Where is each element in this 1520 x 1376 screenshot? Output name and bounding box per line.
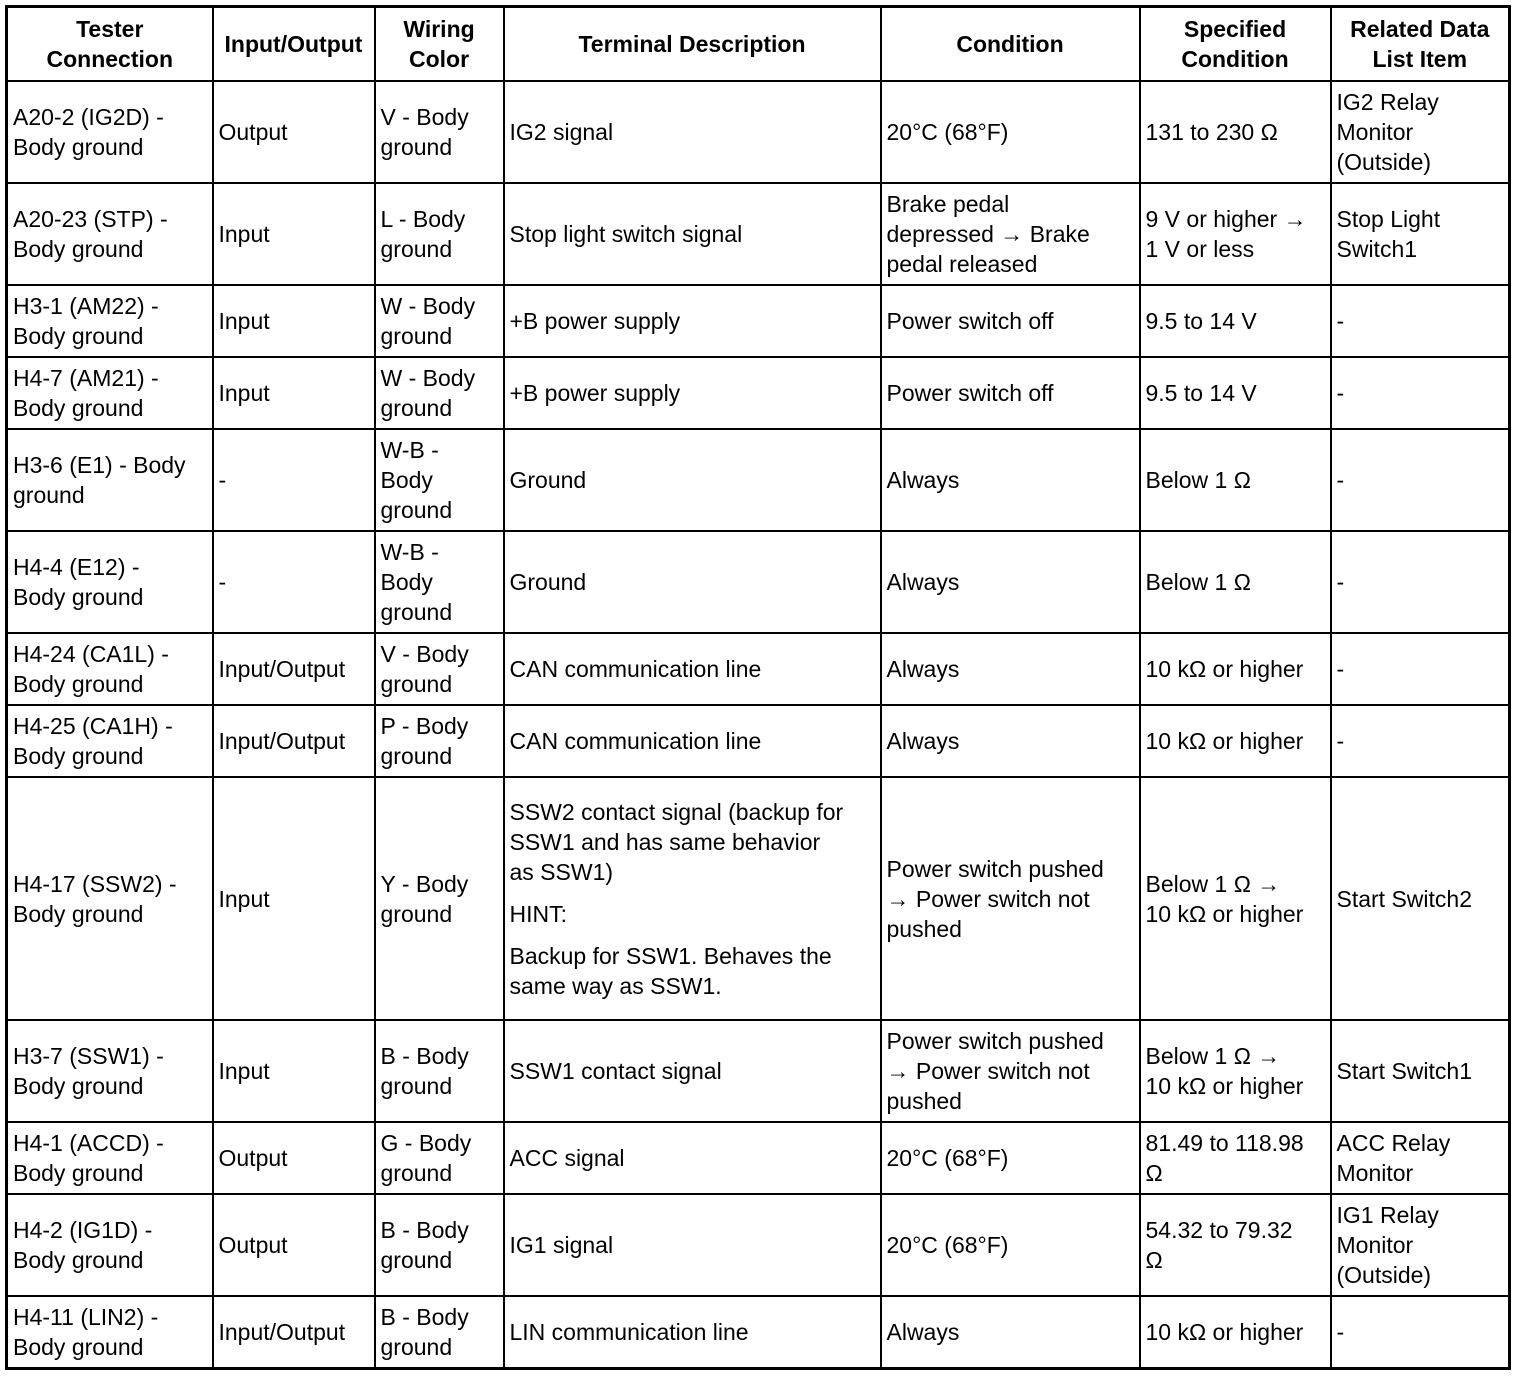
cell-terminal-description: IG2 signal bbox=[504, 81, 881, 183]
cell-wiring-color: B - Body ground bbox=[375, 1194, 504, 1296]
table-header-row bbox=[7, 7, 1510, 81]
cell-terminal-description bbox=[504, 777, 881, 1020]
cell-condition: 20°C (68°F) bbox=[881, 1122, 1140, 1194]
cell-terminal-description: CAN communication line bbox=[504, 633, 881, 705]
cell-tester-connection: H3-7 (SSW1) - Body ground bbox=[7, 1020, 213, 1122]
cell-wiring-color: P - Body ground bbox=[375, 705, 504, 777]
header-wiring-color: Wiring Color bbox=[375, 7, 504, 81]
cell-tester-connection: H3-6 (E1) - Body ground bbox=[7, 429, 213, 531]
cell-specified-condition: 131 to 230 Ω bbox=[1140, 81, 1331, 183]
cell-tester-connection: A20-2 (IG2D) - Body ground bbox=[7, 81, 213, 183]
cell-tester-connection: H4-24 (CA1L) - Body ground bbox=[7, 633, 213, 705]
cell-related-item: - bbox=[1331, 357, 1510, 429]
cell-wiring-color: B - Body ground bbox=[375, 1296, 504, 1368]
cell-input-output: Input bbox=[213, 357, 375, 429]
cell-condition: 20°C (68°F) bbox=[881, 1194, 1140, 1296]
header-tester-connection: Tester Connection bbox=[7, 7, 213, 81]
cell-tester-connection: H4-17 (SSW2) - Body ground bbox=[7, 777, 213, 1020]
cell-tester-connection: A20-23 (STP) - Body ground bbox=[7, 183, 213, 285]
cell-input-output: Input/Output bbox=[213, 633, 375, 705]
cell-tester-connection: H4-11 (LIN2) - Body ground bbox=[7, 1296, 213, 1368]
cell-condition: Always bbox=[881, 633, 1140, 705]
cell-related-item: IG1 Relay Monitor (Outside) bbox=[1331, 1194, 1510, 1296]
cell-specified-condition: 9.5 to 14 V bbox=[1140, 285, 1331, 357]
cell-input-output: Input/Output bbox=[213, 705, 375, 777]
cell-terminal-description: LIN communication line bbox=[504, 1296, 881, 1368]
terminal-description-text: SSW2 contact signal (backup for SSW1 and has same behavior as SSW1) bbox=[509, 798, 844, 885]
cell-tester-connection: H4-25 (CA1H) - Body ground bbox=[7, 705, 213, 777]
cell-terminal-description: Stop light switch signal bbox=[504, 183, 881, 285]
header-condition: Condition bbox=[881, 7, 1140, 81]
cell-condition: Power switch off bbox=[881, 285, 1140, 357]
cell-tester-connection: H4-2 (IG1D) - Body ground bbox=[7, 1194, 213, 1296]
cell-input-output: Output bbox=[213, 1194, 375, 1296]
cell-tester-connection: H4-1 (ACCD) - Body ground bbox=[7, 1122, 213, 1194]
terminal-spec-table bbox=[5, 5, 1511, 1370]
cell-wiring-color: G - Body ground bbox=[375, 1122, 504, 1194]
cell-wiring-color: W-B - Body ground bbox=[375, 429, 504, 531]
cell-related-item: IG2 Relay Monitor (Outside) bbox=[1331, 81, 1510, 183]
table-row bbox=[7, 183, 1510, 285]
cell-related-item: Stop Light Switch1 bbox=[1331, 183, 1510, 285]
cell-wiring-color: V - Body ground bbox=[375, 633, 504, 705]
cell-tester-connection: H4-7 (AM21) - Body ground bbox=[7, 357, 213, 429]
table-row bbox=[7, 705, 1510, 777]
hint-label: HINT: bbox=[509, 900, 567, 927]
cell-condition: Brake pedal depressed → Brake pedal released bbox=[881, 183, 1140, 285]
table-row bbox=[7, 81, 1510, 183]
cell-related-item: Start Switch1 bbox=[1331, 1020, 1510, 1122]
cell-specified-condition: 10 kΩ or higher bbox=[1140, 705, 1331, 777]
cell-input-output: Input bbox=[213, 1020, 375, 1122]
cell-terminal-description: +B power supply bbox=[504, 357, 881, 429]
hint-text: Backup for SSW1. Behaves the same way as SSW1. bbox=[509, 942, 832, 999]
cell-specified-condition: 9 V or higher → 1 V or less bbox=[1140, 183, 1331, 285]
header-specified-condition: Specified Condition bbox=[1140, 7, 1331, 81]
cell-condition: Always bbox=[881, 1296, 1140, 1368]
cell-terminal-description: IG1 signal bbox=[504, 1194, 881, 1296]
cell-condition: Power switch pushed → Power switch not pushed bbox=[881, 1020, 1140, 1122]
cell-wiring-color: V - Body ground bbox=[375, 81, 504, 183]
cell-wiring-color: L - Body ground bbox=[375, 183, 504, 285]
cell-condition: Power switch pushed → Power switch not pushed bbox=[881, 777, 1140, 1020]
cell-input-output: - bbox=[213, 531, 375, 633]
cell-specified-condition: 10 kΩ or higher bbox=[1140, 633, 1331, 705]
cell-specified-condition: 10 kΩ or higher bbox=[1140, 1296, 1331, 1368]
cell-related-item: - bbox=[1331, 705, 1510, 777]
cell-specified-condition: 81.49 to 118.98 Ω bbox=[1140, 1122, 1331, 1194]
cell-specified-condition: Below 1 Ω bbox=[1140, 531, 1331, 633]
cell-input-output: Input bbox=[213, 183, 375, 285]
table-row bbox=[7, 1020, 1510, 1122]
table-row bbox=[7, 429, 1510, 531]
cell-wiring-color: Y - Body ground bbox=[375, 777, 504, 1020]
table-row bbox=[7, 1194, 1510, 1296]
cell-input-output: Input bbox=[213, 777, 375, 1020]
cell-terminal-description: SSW1 contact signal bbox=[504, 1020, 881, 1122]
cell-related-item: - bbox=[1331, 1296, 1510, 1368]
header-input-output: Input/Output bbox=[213, 7, 375, 81]
cell-wiring-color: W - Body ground bbox=[375, 357, 504, 429]
table-row bbox=[7, 531, 1510, 633]
cell-related-item: Start Switch2 bbox=[1331, 777, 1510, 1020]
cell-input-output: - bbox=[213, 429, 375, 531]
cell-input-output: Output bbox=[213, 81, 375, 183]
header-related-item: Related Data List Item bbox=[1331, 7, 1510, 81]
cell-condition: Power switch off bbox=[881, 357, 1140, 429]
cell-condition: Always bbox=[881, 531, 1140, 633]
cell-related-item: ACC Relay Monitor bbox=[1331, 1122, 1510, 1194]
cell-terminal-description: ACC signal bbox=[504, 1122, 881, 1194]
cell-related-item: - bbox=[1331, 285, 1510, 357]
table-row bbox=[7, 357, 1510, 429]
cell-condition: 20°C (68°F) bbox=[881, 81, 1140, 183]
cell-input-output: Input/Output bbox=[213, 1296, 375, 1368]
cell-related-item: - bbox=[1331, 531, 1510, 633]
cell-condition: Always bbox=[881, 705, 1140, 777]
cell-wiring-color: W - Body ground bbox=[375, 285, 504, 357]
cell-specified-condition: Below 1 Ω → 10 kΩ or higher bbox=[1140, 777, 1331, 1020]
cell-related-item: - bbox=[1331, 429, 1510, 531]
table-row bbox=[7, 1122, 1510, 1194]
cell-terminal-description: Ground bbox=[504, 531, 881, 633]
table-row bbox=[7, 285, 1510, 357]
cell-specified-condition: Below 1 Ω bbox=[1140, 429, 1331, 531]
cell-tester-connection: H4-4 (E12) - Body ground bbox=[7, 531, 213, 633]
cell-specified-condition: 54.32 to 79.32 Ω bbox=[1140, 1194, 1331, 1296]
cell-specified-condition: Below 1 Ω → 10 kΩ or higher bbox=[1140, 1020, 1331, 1122]
cell-input-output: Input bbox=[213, 285, 375, 357]
cell-terminal-description: +B power supply bbox=[504, 285, 881, 357]
cell-condition: Always bbox=[881, 429, 1140, 531]
table-row bbox=[7, 777, 1510, 1020]
cell-specified-condition: 9.5 to 14 V bbox=[1140, 357, 1331, 429]
cell-terminal-description: CAN communication line bbox=[504, 705, 881, 777]
cell-wiring-color: B - Body ground bbox=[375, 1020, 504, 1122]
cell-terminal-description: Ground bbox=[504, 429, 881, 531]
header-terminal-description: Terminal Description bbox=[504, 7, 881, 81]
cell-tester-connection: H3-1 (AM22) - Body ground bbox=[7, 285, 213, 357]
table-row bbox=[7, 633, 1510, 705]
cell-wiring-color: W-B - Body ground bbox=[375, 531, 504, 633]
cell-related-item: - bbox=[1331, 633, 1510, 705]
table-row bbox=[7, 1296, 1510, 1368]
cell-input-output: Output bbox=[213, 1122, 375, 1194]
